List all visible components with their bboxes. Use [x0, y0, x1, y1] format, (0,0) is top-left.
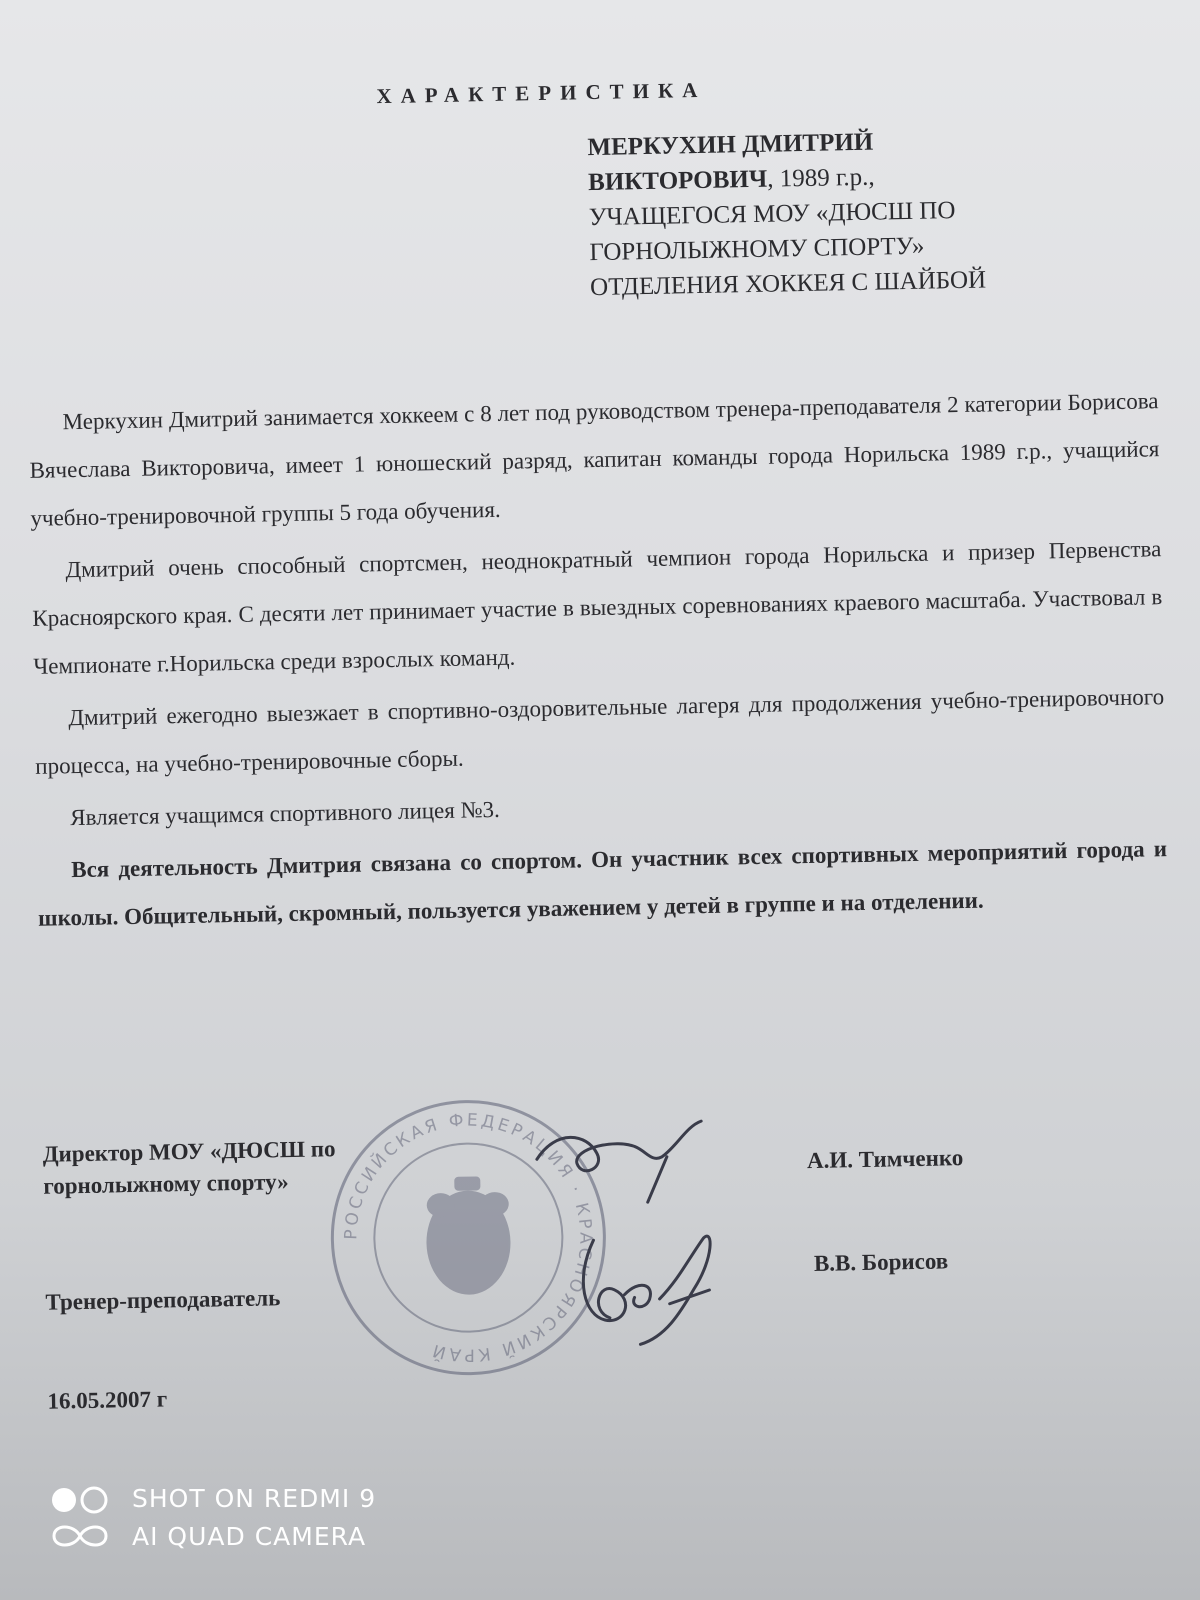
paragraph-2: Дмитрий очень способный спортсмен, неоднократный чемпион города Норильска и призер Первенства Красноярского края. С десяти лет принимает участие в выездных соревнованиях краевого масштаба. Участвовал в Чемпионате г.Норильска среди взрослых команд. [32, 536, 1163, 679]
subject-name-line1: МЕРКУХИН ДМИТРИЙ [587, 128, 874, 162]
director-signature-icon [526, 1116, 718, 1210]
camera-watermark [50, 1484, 470, 1564]
subject-patronymic: ВИКТОРОВИЧ [587, 165, 768, 197]
document-body [28, 377, 1168, 947]
director-role-line2: горнолыжному спорту» [43, 1169, 289, 1199]
subject-line5: ОТДЕЛЕНИЯ ХОККЕЯ С ШАЙБОЙ [589, 266, 987, 302]
watermark-line2: AI QUAD CAMERA [132, 1522, 367, 1551]
paragraph-3: Дмитрий ежегодно выезжает в спортивно-оздоровительные лагеря для продолжения учебно-тренировочного процесса, на учебно-тренировочные сборы. [35, 684, 1165, 779]
stamp-ring-text: РОССИЙСКАЯ ФЕДЕРАЦИЯ · КРАСНОЯРСКИЙ КРАЙ [341, 1110, 596, 1365]
subject-block [587, 120, 1110, 305]
subject-line3: УЧАЩЕГОСЯ МОУ «ДЮСШ ПО [588, 197, 956, 232]
paragraph-5: Вся деятельность Дмитрия связана со спортом. Он участник всех спортивных мероприятий города и школы. Общительный, скромный, пользуется уважением у детей в группе и на отделении. [37, 836, 1168, 931]
director-name: А.И. Тимченко [806, 1145, 964, 1174]
document-date: 16.05.2007 г [47, 1386, 168, 1414]
coach-signature-icon [563, 1218, 735, 1351]
document-title: ХАРАКТЕРИСТИКА [376, 77, 707, 109]
director-role-line1: Директор МОУ «ДЮСШ по [42, 1136, 336, 1167]
redmi-camera-icon [50, 1484, 110, 1554]
director-role [42, 1133, 336, 1203]
coach-name: В.В. Борисов [813, 1248, 949, 1276]
watermark-line1: SHOT ON REDMI 9 [132, 1484, 377, 1513]
paragraph-4: Является учащимся спортивного лицея №3. [70, 796, 501, 831]
coach-role: Тренер-преподаватель [45, 1285, 281, 1315]
subject-line4: ГОРНОЛЫЖНОМУ СПОРТУ» [589, 232, 925, 267]
subject-birth-year: , 1989 г.р., [766, 163, 875, 193]
paragraph-1: Меркухин Дмитрий занимается хоккеем с 8 лет под руководством тренера-преподавателя 2 категории Борисова Вячеслава Викторовича, имеет 1 юношеский разряд, капитан команды города Норильска 1989 г.р., учащийся учебно-тренировочной группы 5 года обучения. [29, 388, 1160, 531]
